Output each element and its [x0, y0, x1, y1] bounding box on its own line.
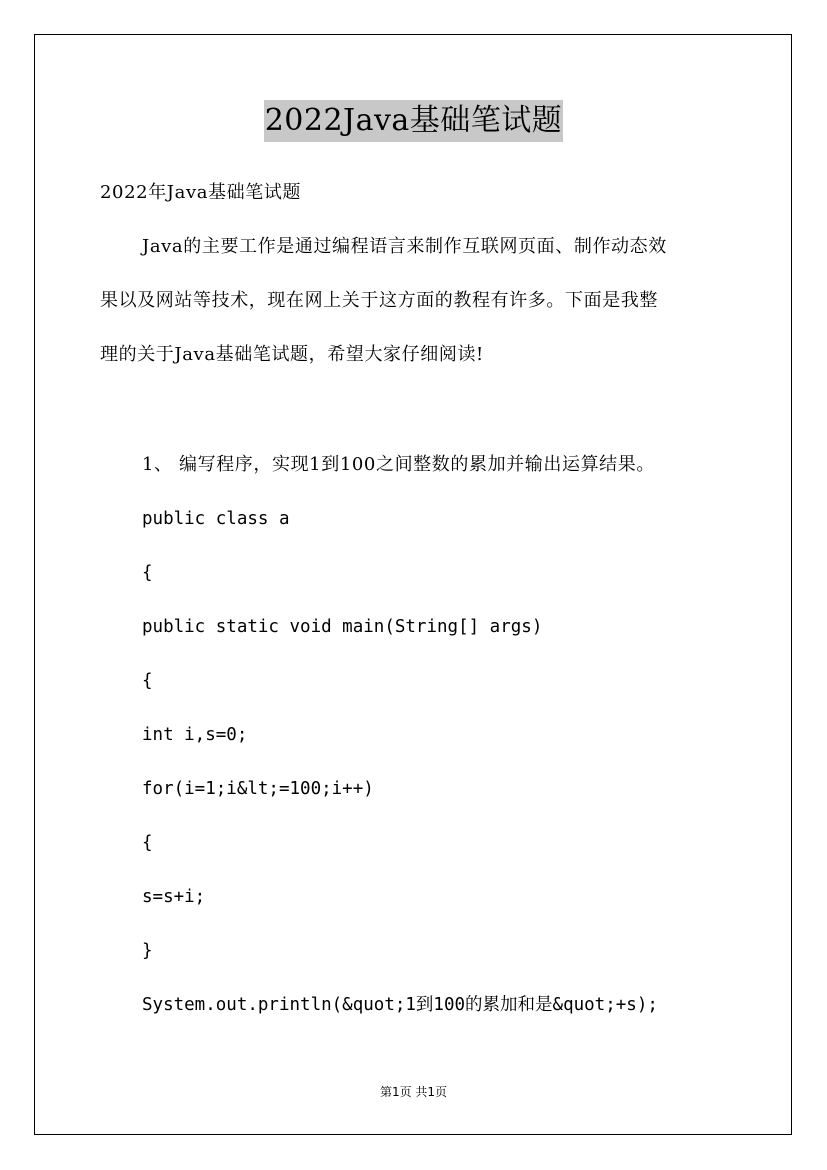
code-line-5: int i,s=0; [142, 725, 248, 745]
question-1: 1、 编写程序，实现1到100之间整数的累加并输出运算结果。 [142, 454, 655, 475]
document-title-text: 2022Java基础笔试题 [264, 100, 564, 142]
code-line-4: { [142, 671, 153, 691]
code-line-8: s=s+i; [142, 887, 206, 907]
code-line-10: System.out.println(&quot;1到100的累加和是&quot;+s); [142, 995, 658, 1015]
code-line-1: public class a [142, 509, 290, 529]
intro-line-2: 果以及网站等技术，现在网上关于这方面的教程有许多。下面是我整 [100, 290, 658, 311]
document-title [0, 100, 827, 142]
code-line-7: { [142, 833, 153, 853]
code-line-2: { [142, 563, 153, 583]
intro-line-1: Java的主要工作是通过编程语言来制作互联网页面、制作动态效 [142, 236, 667, 257]
document-subtitle: 2022年Java基础笔试题 [100, 182, 302, 203]
code-line-9: } [142, 941, 153, 961]
intro-line-3: 理的关于Java基础笔试题，希望大家仔细阅读! [100, 344, 484, 365]
code-line-6: for(i=1;i&lt;=100;i++) [142, 779, 374, 799]
page-footer: 第1页 共1页 [379, 1085, 448, 1099]
code-line-3: public static void main(String[] args) [142, 617, 543, 637]
